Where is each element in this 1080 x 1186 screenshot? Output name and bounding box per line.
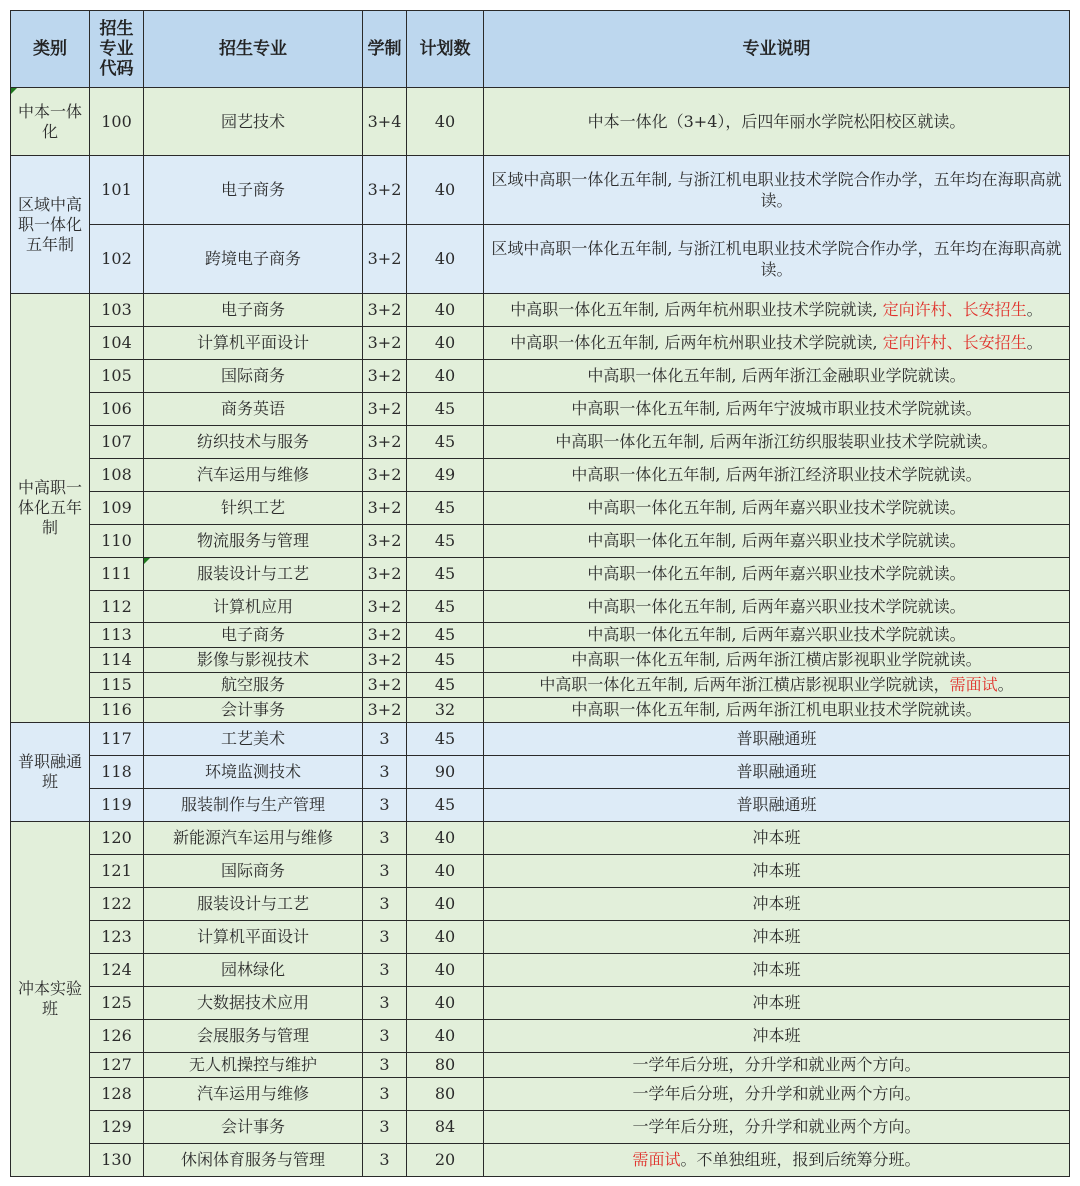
table-row (11, 591, 1070, 623)
table-row (11, 459, 1070, 492)
duration-cell: 3+2 (363, 156, 407, 225)
duration-cell: 3+2 (363, 558, 407, 591)
code-cell: 120 (90, 822, 144, 855)
table-row (11, 327, 1070, 360)
quota-cell: 40 (407, 88, 484, 156)
header-code-line1: 招生 (99, 19, 134, 39)
major-cell: 汽车运用与维修 (144, 1078, 363, 1111)
table-row (11, 1053, 1070, 1078)
major-cell: 电子商务 (144, 156, 363, 225)
table-row (11, 723, 1070, 756)
description-cell: 冲本班 (484, 888, 1070, 921)
description-tail: 。 (1026, 333, 1043, 352)
description-cell (484, 673, 1070, 698)
code-cell: 111 (90, 558, 144, 591)
header-quota: 计划数 (407, 11, 484, 88)
major-cell: 跨境电子商务 (144, 225, 363, 294)
quota-cell: 40 (407, 822, 484, 855)
description-text: 中高职一体化五年制, 后两年浙江横店影视职业学院就读， (539, 675, 950, 694)
duration-cell: 3+2 (363, 225, 407, 294)
code-cell: 104 (90, 327, 144, 360)
quota-cell: 40 (407, 294, 484, 327)
description-cell: 冲本班 (484, 1020, 1070, 1053)
description-highlight: 定向许村、长安招生 (882, 300, 1027, 319)
table-row (11, 1111, 1070, 1144)
description-cell: 一学年后分班，分升学和就业两个方向。 (484, 1053, 1070, 1078)
code-cell: 123 (90, 921, 144, 954)
table-row (11, 1020, 1070, 1053)
quota-cell: 45 (407, 393, 484, 426)
code-cell: 108 (90, 459, 144, 492)
description-cell: 中高职一体化五年制, 后两年宁波城市职业技术学院就读。 (484, 393, 1070, 426)
code-cell: 121 (90, 855, 144, 888)
major-cell: 计算机平面设计 (144, 327, 363, 360)
duration-cell: 3+2 (363, 648, 407, 673)
major-cell: 服装制作与生产管理 (144, 789, 363, 822)
major-cell: 服装设计与工艺 (144, 558, 363, 591)
duration-cell: 3+2 (363, 591, 407, 623)
code-cell: 124 (90, 954, 144, 987)
quota-cell: 45 (407, 558, 484, 591)
code-cell: 110 (90, 525, 144, 558)
major-cell: 商务英语 (144, 393, 363, 426)
description-cell: 中高职一体化五年制, 后两年浙江机电职业技术学院就读。 (484, 698, 1070, 723)
duration-cell: 3 (363, 1053, 407, 1078)
quota-cell: 45 (407, 648, 484, 673)
code-cell: 106 (90, 393, 144, 426)
description-cell: 一学年后分班，分升学和就业两个方向。 (484, 1078, 1070, 1111)
code-cell: 125 (90, 987, 144, 1020)
code-cell: 114 (90, 648, 144, 673)
quota-cell: 40 (407, 360, 484, 393)
table-row (11, 426, 1070, 459)
description-cell: 中高职一体化五年制, 后两年浙江纺织服装职业技术学院就读。 (484, 426, 1070, 459)
description-cell: 中高职一体化五年制, 后两年嘉兴职业技术学院就读。 (484, 525, 1070, 558)
description-tail: 。 (1026, 300, 1043, 319)
description-cell: 冲本班 (484, 822, 1070, 855)
header-code-line3: 代码 (99, 59, 134, 79)
table-row (11, 294, 1070, 327)
category-cell: 中高职一体化五年制 (11, 294, 90, 723)
quota-cell: 45 (407, 723, 484, 756)
description-cell: 区域中高职一体化五年制, 与浙江机电职业技术学院合作办学，五年均在海职高就读。 (484, 225, 1070, 294)
description-tail: 。不单独组班，报到后统筹分班。 (680, 1150, 921, 1169)
code-cell: 109 (90, 492, 144, 525)
table-row (11, 558, 1070, 591)
description-cell (484, 294, 1070, 327)
duration-cell: 3+2 (363, 492, 407, 525)
quota-cell: 40 (407, 855, 484, 888)
code-cell: 102 (90, 225, 144, 294)
description-cell: 中高职一体化五年制, 后两年浙江金融职业学院就读。 (484, 360, 1070, 393)
major-cell: 会展服务与管理 (144, 1020, 363, 1053)
table-row (11, 698, 1070, 723)
duration-cell: 3+2 (363, 360, 407, 393)
major-cell: 电子商务 (144, 623, 363, 648)
header-code-line2: 专业 (99, 39, 134, 59)
duration-cell: 3 (363, 1111, 407, 1144)
duration-cell: 3 (363, 789, 407, 822)
description-cell: 中高职一体化五年制, 后两年嘉兴职业技术学院就读。 (484, 492, 1070, 525)
duration-cell: 3+2 (363, 393, 407, 426)
major-cell: 工艺美术 (144, 723, 363, 756)
major-cell: 环境监测技术 (144, 756, 363, 789)
table-header-row (11, 11, 1070, 88)
duration-cell: 3 (363, 888, 407, 921)
code-cell: 128 (90, 1078, 144, 1111)
table-row (11, 1144, 1070, 1177)
quota-cell: 40 (407, 888, 484, 921)
table-row (11, 525, 1070, 558)
major-cell: 计算机应用 (144, 591, 363, 623)
duration-cell: 3+2 (363, 426, 407, 459)
quota-cell: 80 (407, 1053, 484, 1078)
code-cell: 122 (90, 888, 144, 921)
category-cell: 冲本实验班 (11, 822, 90, 1177)
code-cell: 105 (90, 360, 144, 393)
table-row (11, 673, 1070, 698)
description-cell: 区域中高职一体化五年制, 与浙江机电职业技术学院合作办学，五年均在海职高就读。 (484, 156, 1070, 225)
code-cell: 112 (90, 591, 144, 623)
category-cell: 普职融通班 (11, 723, 90, 822)
duration-cell: 3 (363, 921, 407, 954)
table-row (11, 1078, 1070, 1111)
quota-cell: 45 (407, 623, 484, 648)
table-row (11, 225, 1070, 294)
description-text: 中高职一体化五年制, 后两年杭州职业技术学院就读, (510, 333, 883, 352)
quota-cell: 40 (407, 987, 484, 1020)
major-cell: 纺织技术与服务 (144, 426, 363, 459)
duration-cell: 3 (363, 855, 407, 888)
duration-cell: 3 (363, 822, 407, 855)
quota-cell: 80 (407, 1078, 484, 1111)
code-cell: 127 (90, 1053, 144, 1078)
quota-cell: 49 (407, 459, 484, 492)
description-cell: 冲本班 (484, 855, 1070, 888)
quota-cell: 40 (407, 327, 484, 360)
description-cell: 冲本班 (484, 954, 1070, 987)
description-cell: 中高职一体化五年制, 后两年嘉兴职业技术学院就读。 (484, 558, 1070, 591)
description-cell: 冲本班 (484, 921, 1070, 954)
category-cell: 中本一体化 (11, 88, 90, 156)
duration-cell: 3+4 (363, 88, 407, 156)
table-row (11, 648, 1070, 673)
code-cell: 126 (90, 1020, 144, 1053)
code-cell: 103 (90, 294, 144, 327)
code-cell: 130 (90, 1144, 144, 1177)
major-cell: 服装设计与工艺 (144, 888, 363, 921)
table-row (11, 393, 1070, 426)
major-cell: 园林绿化 (144, 954, 363, 987)
enrollment-plan-table (10, 10, 1070, 1177)
code-cell: 100 (90, 88, 144, 156)
description-highlight: 需面试 (632, 1150, 681, 1169)
major-cell: 汽车运用与维修 (144, 459, 363, 492)
major-cell: 影像与影视技术 (144, 648, 363, 673)
major-cell: 物流服务与管理 (144, 525, 363, 558)
header-description: 专业说明 (484, 11, 1070, 88)
description-highlight: 定向许村、长安招生 (882, 333, 1027, 352)
quota-cell: 20 (407, 1144, 484, 1177)
table-row (11, 954, 1070, 987)
table-row (11, 156, 1070, 225)
table-row (11, 855, 1070, 888)
duration-cell: 3+2 (363, 525, 407, 558)
quota-cell: 40 (407, 156, 484, 225)
header-duration: 学制 (363, 11, 407, 88)
table-row (11, 888, 1070, 921)
major-cell: 针织工艺 (144, 492, 363, 525)
description-cell: 中本一体化（3+4），后四年丽水学院松阳校区就读。 (484, 88, 1070, 156)
quota-cell: 45 (407, 492, 484, 525)
duration-cell: 3 (363, 1078, 407, 1111)
duration-cell: 3+2 (363, 673, 407, 698)
description-cell: 中高职一体化五年制, 后两年嘉兴职业技术学院就读。 (484, 591, 1070, 623)
code-cell: 107 (90, 426, 144, 459)
major-cell: 电子商务 (144, 294, 363, 327)
table-row (11, 623, 1070, 648)
description-cell: 普职融通班 (484, 756, 1070, 789)
table-row (11, 987, 1070, 1020)
quota-cell: 45 (407, 525, 484, 558)
quota-cell: 45 (407, 673, 484, 698)
description-cell: 普职融通班 (484, 723, 1070, 756)
description-cell: 中高职一体化五年制, 后两年浙江横店影视职业学院就读。 (484, 648, 1070, 673)
category-cell: 区域中高职一体化五年制 (11, 156, 90, 294)
quota-cell: 90 (407, 756, 484, 789)
duration-cell: 3 (363, 954, 407, 987)
code-cell: 101 (90, 156, 144, 225)
quota-cell: 40 (407, 954, 484, 987)
description-tail: 。 (997, 675, 1014, 694)
duration-cell: 3 (363, 756, 407, 789)
duration-cell: 3 (363, 1020, 407, 1053)
code-cell: 119 (90, 789, 144, 822)
table-row (11, 360, 1070, 393)
description-text: 中高职一体化五年制, 后两年杭州职业技术学院就读, (510, 300, 883, 319)
major-cell: 计算机平面设计 (144, 921, 363, 954)
quota-cell: 84 (407, 1111, 484, 1144)
duration-cell: 3+2 (363, 327, 407, 360)
duration-cell: 3+2 (363, 459, 407, 492)
duration-cell: 3+2 (363, 698, 407, 723)
quota-cell: 45 (407, 591, 484, 623)
quota-cell: 40 (407, 1020, 484, 1053)
duration-cell: 3 (363, 1144, 407, 1177)
table-row (11, 492, 1070, 525)
major-cell: 休闲体育服务与管理 (144, 1144, 363, 1177)
quota-cell: 40 (407, 921, 484, 954)
code-cell: 117 (90, 723, 144, 756)
header-major: 招生专业 (144, 11, 363, 88)
major-cell: 国际商务 (144, 360, 363, 393)
description-cell: 普职融通班 (484, 789, 1070, 822)
major-cell: 会计事务 (144, 698, 363, 723)
duration-cell: 3 (363, 987, 407, 1020)
quota-cell: 45 (407, 789, 484, 822)
table-row (11, 789, 1070, 822)
table-row (11, 88, 1070, 156)
description-cell: 中高职一体化五年制, 后两年浙江经济职业技术学院就读。 (484, 459, 1070, 492)
code-cell: 116 (90, 698, 144, 723)
table-row (11, 822, 1070, 855)
description-cell: 一学年后分班，分升学和就业两个方向。 (484, 1111, 1070, 1144)
table-row (11, 756, 1070, 789)
major-cell: 大数据技术应用 (144, 987, 363, 1020)
major-cell: 新能源汽车运用与维修 (144, 822, 363, 855)
quota-cell: 40 (407, 225, 484, 294)
duration-cell: 3+2 (363, 294, 407, 327)
code-cell: 129 (90, 1111, 144, 1144)
code-cell: 113 (90, 623, 144, 648)
duration-cell: 3+2 (363, 623, 407, 648)
quota-cell: 32 (407, 698, 484, 723)
major-cell: 会计事务 (144, 1111, 363, 1144)
description-cell (484, 327, 1070, 360)
quota-cell: 45 (407, 426, 484, 459)
duration-cell: 3 (363, 723, 407, 756)
table-row (11, 921, 1070, 954)
header-category: 类别 (11, 11, 90, 88)
description-cell: 冲本班 (484, 987, 1070, 1020)
header-major-code (90, 11, 144, 88)
description-cell: 中高职一体化五年制, 后两年嘉兴职业技术学院就读。 (484, 623, 1070, 648)
major-cell: 国际商务 (144, 855, 363, 888)
major-cell: 无人机操控与维护 (144, 1053, 363, 1078)
major-cell: 航空服务 (144, 673, 363, 698)
major-cell: 园艺技术 (144, 88, 363, 156)
code-cell: 115 (90, 673, 144, 698)
description-highlight: 需面试 (949, 675, 998, 694)
code-cell: 118 (90, 756, 144, 789)
description-cell (484, 1144, 1070, 1177)
